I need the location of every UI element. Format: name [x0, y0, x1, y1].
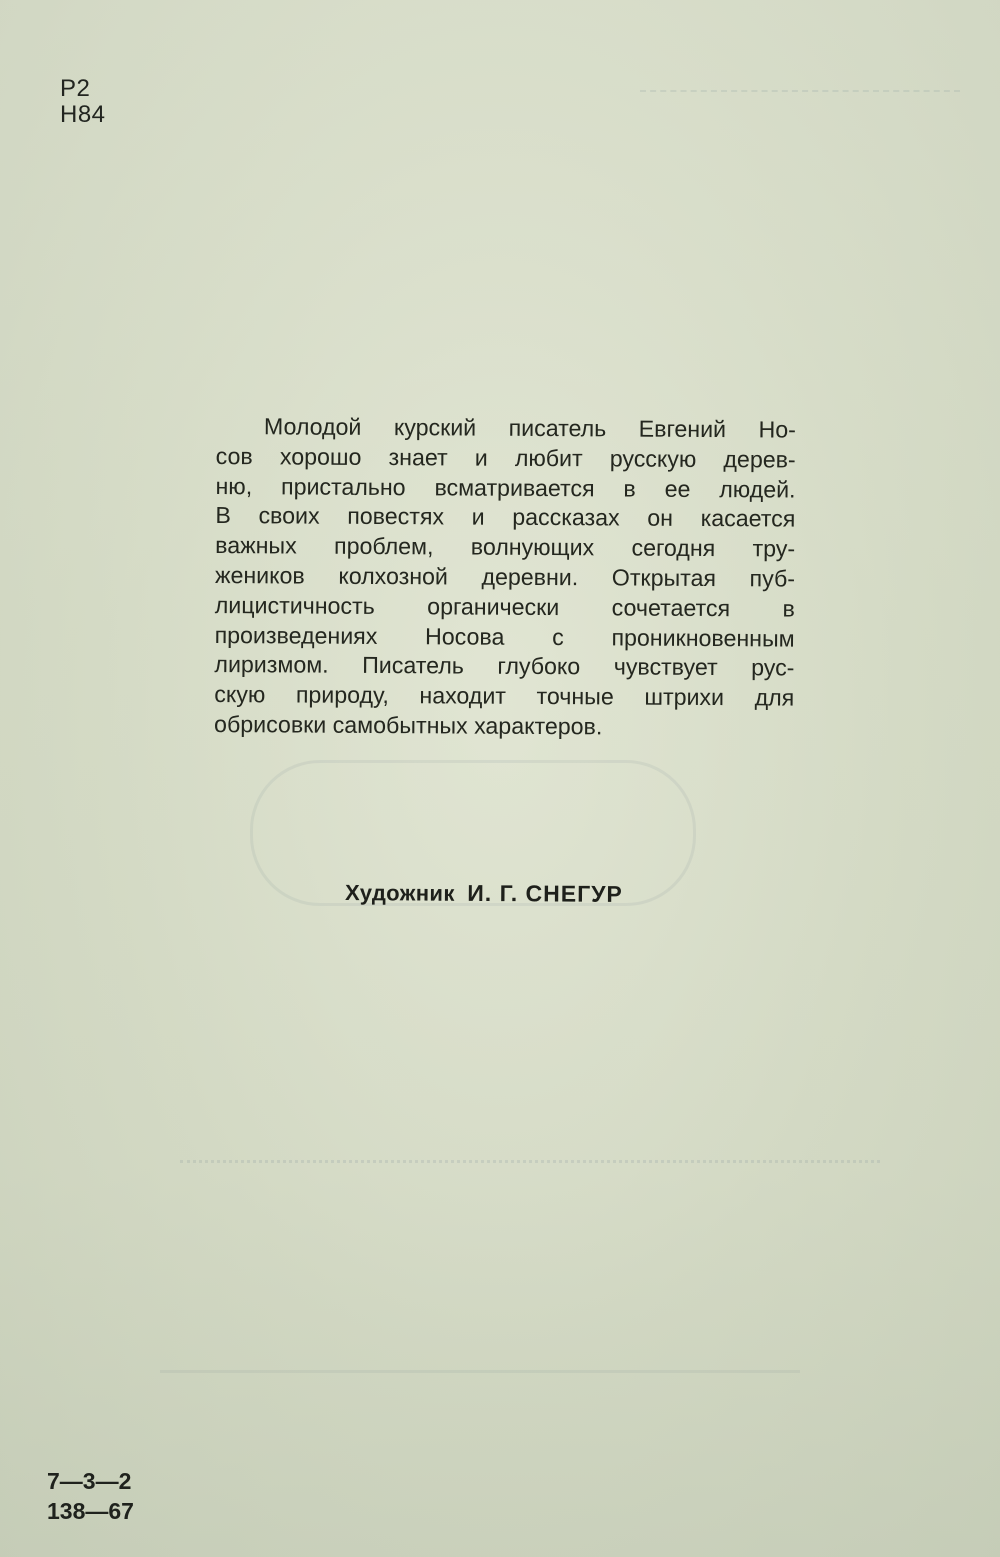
show-through-marks [160, 1330, 800, 1373]
catalog-code-line: Р2 [60, 75, 91, 102]
show-through-marks [180, 1160, 880, 1165]
annotation-line: обрисовки самобытных характеров. [214, 710, 603, 740]
illustrator-role: Художник [344, 880, 455, 906]
catalog-code-line: Н84 [60, 101, 106, 128]
catalog-code [60, 76, 106, 128]
print-code-line: 138—67 [47, 1498, 134, 1524]
annotation-line: лицистичность органически сочетается в [214, 591, 795, 622]
annotation-line: В своих повестях и рассказах он касается [215, 502, 796, 532]
print-code [47, 1466, 134, 1526]
show-through-marks [640, 90, 960, 252]
annotation-line: произведениях Носова с проникновенным [214, 621, 795, 652]
annotation-line: жеников колхозной деревни. Открытая пуб- [214, 561, 796, 592]
annotation-line: скую природу, находит точные штрихи для [214, 681, 795, 711]
annotation-line: Молодой курский писатель Евгений Но- [263, 413, 796, 443]
annotation-line: ню, пристально всматривается в ее людей. [215, 472, 796, 503]
annotation-line: сов хорошо знает и любит русскую дерев- [215, 442, 796, 473]
print-code-line: 7—3—2 [47, 1468, 132, 1494]
illustrator-name: И. Г. СНЕГУР [467, 879, 623, 907]
annotation-line: важных проблем, волнующих сегодня тру- [215, 532, 796, 562]
annotation-line: лиризмом. Писатель глубоко чувствует рус- [214, 651, 795, 681]
book-annotation [214, 412, 796, 743]
illustrator-credit [345, 879, 623, 908]
